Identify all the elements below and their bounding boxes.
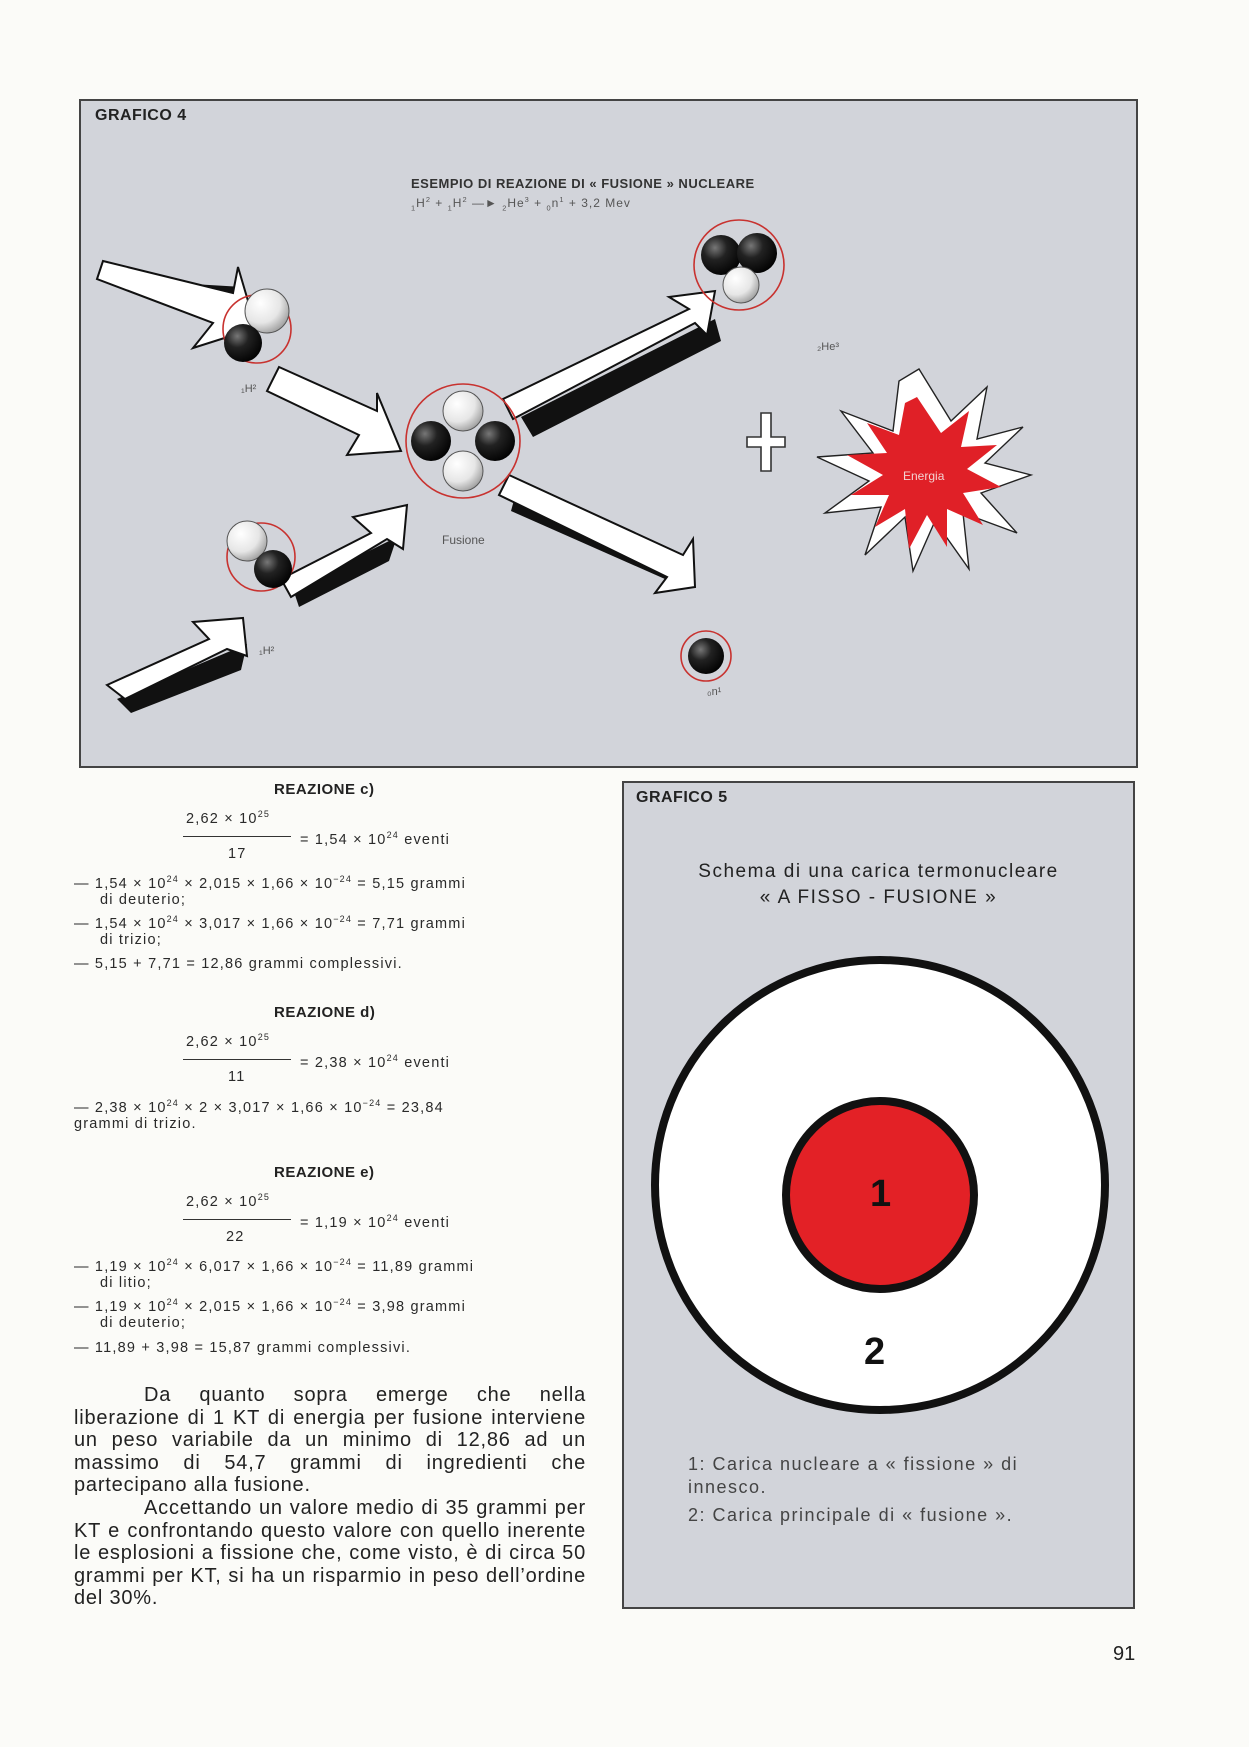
deuterium-bottom: [227, 521, 295, 591]
reaction-e-line-1: — $1,19 \times 10^{24} \times 6,017 \times 1,66 \times 10^{-24} = 11,89$ grammi: [74, 1257, 475, 1275]
reaction-d-numerator: $2,62 \times 10^{25}$: [186, 1032, 271, 1050]
fusion-equation: $_1H^2 + _1H^2$ —► $_2He^3 + _0n^1 + 3,2$ Mev: [411, 195, 631, 213]
label-h2-bottom: ₁H²: [259, 645, 275, 657]
legend-item-2: 2: Carica principale di « fusione ».: [688, 1505, 1014, 1525]
helium3-cluster: [694, 220, 784, 310]
label-energia: Energia: [903, 469, 945, 483]
body-paragraph: [74, 1384, 586, 1610]
fraction-bar: [183, 1219, 291, 1220]
reaction-e-result: = $1,19 \times 10^{24}$ eventi: [300, 1213, 451, 1231]
paragraph-2: Accettando un valore medio di 35 grammi per KT e confrontando questo valore con quello inerente le esplosioni a fissione che, come visto, è di circa 50 grammi per KT, si ha un risparmio in peso dell’ordine del 30%.: [74, 1496, 586, 1610]
reaction-c-line-1: — $1,54 \times 10^{24} \times 2,015 \times 1,66 \times 10^{-24} = 5,15$ grammi: [74, 874, 466, 892]
label-fusione: Fusione: [442, 533, 485, 547]
label-neutron: ₀n¹: [707, 686, 722, 698]
reaction-c-total: — 5,15 + 7,71 = 12,86 grammi complessivi.: [74, 956, 403, 972]
arrow-in-bottom-left: [107, 618, 247, 713]
grafico-4-figure: [79, 99, 1138, 768]
fraction-bar: [183, 1059, 291, 1060]
reaction-e-line-1-cont: di litio;: [100, 1275, 152, 1291]
arrow-in-center-bottom: [281, 505, 407, 607]
label-h2-top: ₁H²: [241, 383, 257, 395]
arrow-out-bottom: [499, 475, 695, 593]
reaction-e-title: REAZIONE e): [274, 1164, 375, 1181]
reaction-e-denominator: 22: [226, 1229, 245, 1245]
reaction-d-denominator: 11: [228, 1069, 246, 1085]
plus-sign: [747, 413, 785, 471]
reaction-c-line-1-cont: di deuterio;: [100, 892, 187, 908]
reaction-c-line-2: — $1,54 \times 10^{24} \times 3,017 \times 1,66 \times 10^{-24} = 7,71$ grammi: [74, 914, 466, 932]
legend-item-1: 1: Carica nucleare a « fissione » di innesco.: [688, 1454, 1019, 1497]
reaction-c-title: REAZIONE c): [274, 781, 375, 798]
grafico-4-title: GRAFICO 4: [95, 107, 187, 124]
reaction-c-line-2-cont: di trizio;: [100, 932, 162, 948]
reaction-c-numerator: $2,62 \times 10^{25}$: [186, 809, 271, 827]
reaction-e-numerator: $2,62 \times 10^{25}$: [186, 1192, 271, 1210]
grafico-5-subtitle-2: « A FISSO - FUSIONE »: [759, 887, 998, 908]
arrow-out-top: [503, 291, 721, 437]
reaction-c-result: = $1,54 \times 10^{24}$ eventi: [300, 830, 451, 848]
reaction-d-line-1-cont: grammi di trizio.: [74, 1116, 197, 1132]
reaction-e-line-2: — $1,19 \times 10^{24} \times 2,015 \times 1,66 \times 10^{-24} = 3,98$ grammi: [74, 1297, 466, 1315]
reaction-c-denominator: 17: [228, 846, 247, 862]
neutron: [681, 631, 731, 681]
grafico-5-figure: [622, 781, 1135, 1609]
reaction-e-total: — 11,89 + 3,98 = 15,87 grammi complessivi.: [74, 1340, 412, 1356]
arrow-in-center-top: [267, 367, 401, 455]
grafico-5-subtitle-1: Schema di una carica termonucleare: [698, 861, 1059, 882]
label-he3: ₂He³: [817, 341, 839, 353]
grafico-5-title: GRAFICO 5: [636, 789, 728, 806]
fraction-bar: [183, 836, 291, 837]
reaction-e-line-2-cont: di deuterio;: [100, 1315, 187, 1331]
inner-label: 1: [870, 1173, 892, 1215]
grafico-4-heading: ESEMPIO DI REAZIONE DI « FUSIONE » NUCLEARE: [411, 176, 755, 191]
page-number: 91: [1113, 1643, 1136, 1665]
reaction-d-result: = $2,38 \times 10^{24}$ eventi: [300, 1053, 451, 1071]
paragraph-1: Da quanto sopra emerge che nella liberazione di 1 KT di energia per fusione interviene un peso variabile da un minimo di 12,86 ad un massimo di 54,7 grammi di ingredienti che partecipano alla fusione.: [74, 1384, 586, 1497]
outer-label: 2: [864, 1331, 886, 1373]
reaction-d-title: REAZIONE d): [274, 1004, 376, 1021]
reaction-d-line-1: — $2,38 \times 10^{24} \times 2 \times 3,017 \times 1,66 \times 10^{-24} = 23,84$: [74, 1098, 444, 1116]
fusion-cluster: [406, 384, 520, 498]
